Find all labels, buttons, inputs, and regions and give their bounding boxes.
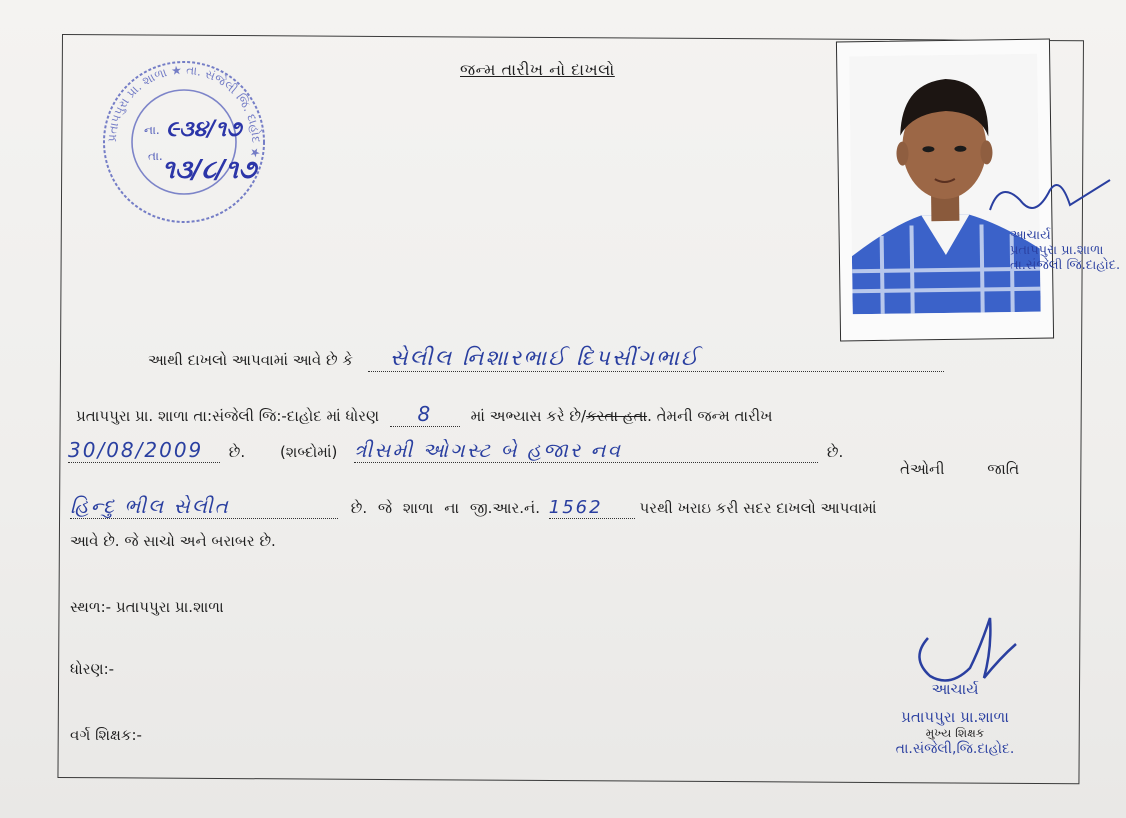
gr-value: 1562 xyxy=(548,497,603,518)
line-dob xyxy=(68,438,843,463)
photo-stamp-title: આચાર્ય xyxy=(1010,228,1051,243)
place-line: સ્થળ:- પ્રતાપપુરા પ્રા.શાળા xyxy=(70,598,224,616)
principal-school: પ્રતાપપુરા પ્રા.શાળા xyxy=(901,708,1009,726)
std-field xyxy=(390,402,460,427)
struck-text: કરતા હતા xyxy=(586,407,648,425)
principal-stamp xyxy=(870,680,1040,757)
line-intro xyxy=(148,346,944,372)
svg-text:ના.: ના. xyxy=(144,123,160,137)
student-name-field xyxy=(368,346,944,372)
line-school-std xyxy=(76,402,772,427)
principal-address: તા.સંજેલી,જિ.દાહોદ. xyxy=(895,741,1015,757)
svg-text:તા.: તા. xyxy=(148,149,163,163)
dob-label: . તેમની જન્મ તારીખ xyxy=(647,407,773,425)
class-teacher-line: વર્ગ શિક્ષક:- xyxy=(70,726,142,744)
svg-text:પ્રતાપપુરા પ્રા. શાળા ★ તા. સં: પ્રતાપપુરા પ્રા. શાળા ★ તા. સંજેલી જિ. દાહોદ ★ xyxy=(104,62,264,160)
dob-words: ત્રીસમી ઓગસ્ટ બે હજાર નવ xyxy=(354,438,622,462)
dob-field xyxy=(68,438,220,463)
std-value: 8 xyxy=(417,402,433,426)
principal-title: આચાર્ય xyxy=(931,680,979,698)
photo-stamp-address: તા.સંજેલી જિ.દાહોદ. xyxy=(1010,258,1121,273)
gr-text: છે. જે શાળા ના જી.આર.નં. xyxy=(350,499,540,517)
line-caste-gr xyxy=(70,494,877,519)
svg-text:૯૩૪/૧૭: ૯૩૪/૧૭ xyxy=(166,117,242,142)
standard-line: ધોરણ:- xyxy=(70,660,115,678)
school-text: પ્રતાપપુરા પ્રા. શાળા તા:સંજેલી જિ:-દાહોદ માં ધોરણ xyxy=(76,407,380,425)
school-round-stamp xyxy=(96,56,272,232)
svg-text:૧૩/૮/૧૭: ૧૩/૮/૧૭ xyxy=(162,155,257,185)
verify-text: પરથી ખરાઇ કરી સદર દાખલો આપવામાં xyxy=(639,499,877,517)
intro-text: આથી દાખલો આપવામાં આવે છે કે xyxy=(148,351,353,369)
dob-words-end: છે. xyxy=(826,443,844,461)
dob-value: 30/08/2009 xyxy=(68,438,204,462)
caste-value: હિન્દુ ભીલ સેલીત xyxy=(70,494,230,518)
line-true: આવે છે. જે સાચો અને બરાબર છે. xyxy=(70,532,276,550)
study-text: માં અભ્યાસ કરે છે/ xyxy=(470,407,587,425)
photo-signature xyxy=(980,170,1120,250)
dob-chhe: છે. xyxy=(228,443,246,461)
words-label: (શબ્દોમાં) xyxy=(279,443,338,461)
certificate-title: જન્મ તારીખ નો દાખલો xyxy=(460,60,615,79)
dob-words-field xyxy=(354,438,818,463)
caste-label: તેઓની જાતિ xyxy=(900,460,1020,478)
head-teacher-label: મુખ્ય શિક્ષક xyxy=(925,726,985,740)
student-name: સેલીલ નિશારભાઈ દિપસીંગભાઈ xyxy=(389,346,700,371)
caste-label-wrap xyxy=(900,460,1019,478)
gr-field xyxy=(549,497,635,519)
caste-field xyxy=(70,494,338,519)
round-stamp-seal xyxy=(96,56,272,228)
photo-stamp-school: પ્રતાપપુરા પ્રા.શાળા xyxy=(1010,243,1104,258)
